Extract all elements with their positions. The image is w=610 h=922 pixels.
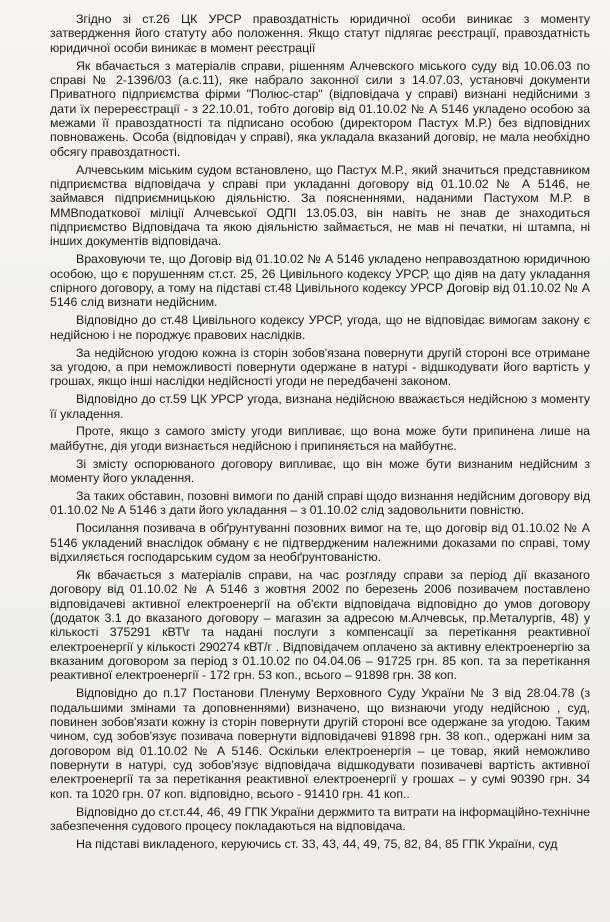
- paragraph: За таких обставин, позовні вимоги по даній справі щодо визнання недійсним договору від 01.10.02 № А 5146 з дати його укладання – з 01.10.02 слід задовольнити повністю.: [50, 489, 590, 518]
- paragraph: Алчевським міським судом встановлено, що Пастух М.Р., який значиться представником підприємства відповідача у справі при укладанні договору від 01.10.02 № А 5146, не займався підприємницькою діяльністю. За поясненнями, наданими Пастухом М.Р. в ММВподаткової міліції Алчевської ОДПІ 13.05.03, він навіть не знав де знаходиться підприємство Відповідача та якою діяльністю займається, не мав ні печатки, ні штампа, ні інших документів відповідача.: [50, 162, 590, 249]
- paragraph: Як вбачається з матеріалів справи, рішенням Алчевского міського суду від 10.06.03 по справі № 2-1396/03 (а.с.11), яке набрало законної сили з 14.07.03, установчі документи Приватного підприємства фірми "Полюс-стар" (відповідача у справі) визнані недійсними з дати їх перереєстрації - з 22.10.01, тобто договір від 01.10.02 № А 5146 укладено особою за межами її правоздатності та підписано особою (директором Пастух М.Р.) без відповідних повноважень. Особа (відповідач у справі), яка укладала вказаний договір, не мала необхідно обсягу правоздатності.: [50, 58, 590, 159]
- paragraph: Відповідно до ст.48 Цивільного кодексу УРСР, угода, що не відповідає вимогам закону є недійсною і не породжує правових наслідків.: [50, 313, 590, 342]
- paragraph: Як вбачається з матеріалів справи, на час розгляду справи за період дії вказаного договору від 01.10.02 № А 5146 з жовтня 2002 по березень 2006 позивачем поставлено відповідачеві активної електроенергії на об'єкти відповідача відповідно до умов договору (додаток 3.1 до вказаного договору – магазин за адресою м.Алчевськ, пр.Металургів, 48) у кількості 375291 кВТ\г та надані послуги з компенсації за перетікання реактивної електроенергії у кількості 290274 кВТ/г . Відповідачем оплачено за активну електроенергію за вказаним договором за період з 01.10.02 по 04.04.06 – 91725 грн. 85 коп. та за перетікання реактивної електроенергії - 172 грн. 53 коп., всього – 91898 грн. 38 коп.: [50, 567, 590, 683]
- paragraph: Відповідно до п.17 Постанови Пленуму Верховного Суду України № 3 від 28.04.78 (з подальшими змінами та доповненнями) визначено, що визнаючи угоду недійсною , суд, повинен зобов'язати кожну із сторін повернути другій стороні все одержане за угодою. Таким чином, суд зобов'язує позивача повернути відповідачеві 91898 грн. 38 коп., одержані ним за договором від 01.10.02 № А 5146. Оскільки електроенергія – це товар, який неможливо повернути в натурі, суд зобов'язує відповідача відшкодувати позивачеві вартість активної електроенергії та за перетікання реактивної електроенергії у грошах – у сумі 90390 грн. 34 коп. та 1020 грн. 07 коп. відповідно, всього - 91410 грн. 41 коп..: [50, 686, 590, 801]
- paragraph: Відповідно до ст.ст.44, 46, 49 ГПК України держмито та витрати на інформаційно-технічне забезпечення судового процесу покладаються на відповідача.: [50, 804, 590, 833]
- paragraph: Зі змісту оспорюваного договору випливає, що він може бути визнаним недійсним з моменту його укладення.: [50, 456, 590, 486]
- paragraph: Проте, якщо з самого змісту угоди випливає, що вона може бути припинена лише на майбутнє, дія угоди визнається недійсною і припиняється на майбутнє.: [50, 424, 590, 453]
- paragraph: Посилання позивача в обґрунтуванні позовних вимог на те, що договір від 01.10.02 № А 5146 укладений внаслідок обману є не підтвердженим належними доказами по справі, тому відхиляється господарським судом за необґрунтованістю.: [50, 521, 590, 564]
- paragraph: За недійсною угодою кожна із сторін зобов'язана повернути другій стороні все отримане за угодою, а при неможливості повернути одержане в натурі - відшкодувати його вартість у грошах, якщо інші наслідки недійсності угоди не передбачені законом.: [50, 345, 590, 389]
- paragraph: Згідно зі ст.26 ЦК УРСР правоздатність юридичної особи виникає з моменту затвердження його статуту або положення. Якщо статут підлягає реєстрації, правоздатність юридичної особи виникає в момент реєстрації: [50, 12, 590, 55]
- paragraph: Враховуючи те, що Договір від 01.10.02 № А 5146 укладено неправоздатною юридичною особою, що є порушенням ст.ст. 25, 26 Цивільного кодексу УРСР, що діяв на дату укладання спірного договору, а тому на підставі ст.48 Цивільного кодексу УРСР Договір від 01.10.02 № А 5146 слід визнати недійсним.: [50, 252, 590, 310]
- paragraph: Відповідно до ст.59 ЦК УРСР угода, визнана недійсною вважається недійсною з моменту її укладення.: [50, 392, 590, 421]
- paragraph: На підставі викладеного, керуючись ст. 33, 43, 44, 49, 75, 82, 84, 85 ГПК України, суд: [76, 836, 558, 851]
